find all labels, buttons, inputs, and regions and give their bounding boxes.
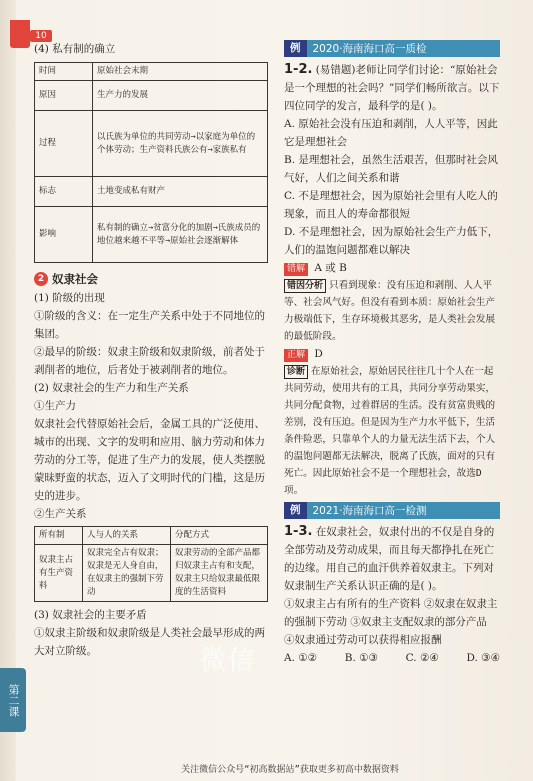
wrong-answer-tag: 错解 — [284, 263, 308, 276]
table-cell: 影响 — [35, 207, 93, 263]
table-cell: 以氏族为单位的共同劳动→以家庭为单位的个体劳动；生产资料氏族公有→家族私有 — [93, 111, 268, 177]
choice-d: D. ③④ — [466, 652, 500, 664]
error-analysis — [284, 277, 500, 345]
paragraph: 奴隶社会代替原始社会后，金属工具的广泛使用、城市的出现、文字的发明和应用、脑力劳动和体力劳动的分工等，促进了生产力的发展，使人类摆脱蒙昧野蛮的状态，迈入了文明时代的门槛，这是历史的进步。 — [34, 418, 265, 502]
choice-c: C. ②④ — [405, 652, 439, 664]
wrong-answer: A 或 B — [314, 262, 347, 274]
table-cell: 原因 — [35, 81, 93, 111]
diagnosis-text: 在原始社会，原始居民往往几十个人在一起共同劳动，使用共有的工具，共同分享劳动果实，共同分配食物，过着群居的生活。没有贫富贵贱的差别，没有压迫。但是因为生产力水平低下，生活条件险恶，只靠单个人的力量无法生活下去，个人的温饱问题都无法解决，脱离了氏族，面对的只有死亡。因此原始社会不是一个理想社会，故选D项。 — [284, 366, 496, 496]
paragraph: ②生产关系 — [34, 508, 87, 520]
option-b: B. 是理想社会，虽然生活艰苦，但那时社会风气好，人们之间关系和谐 — [284, 154, 498, 184]
table-cell: 人与人的关系 — [83, 527, 171, 545]
wrong-answer-line — [284, 259, 500, 277]
question-number: 1-3. — [284, 524, 313, 539]
question-number: 1-2. — [284, 62, 313, 77]
table-row — [35, 111, 268, 177]
table-row — [35, 81, 268, 111]
page-gutter — [0, 0, 16, 781]
table-row — [35, 545, 268, 602]
choice-b: B. ①③ — [344, 652, 378, 664]
example-1-bar — [284, 40, 500, 57]
table-cell: 生产力的发展 — [93, 81, 268, 111]
example-tag: 例 — [284, 502, 307, 519]
paragraph: ①奴隶主阶级和奴隶阶级是人类社会最早形成的两大对立阶级。 — [34, 627, 265, 657]
paragraph: ①阶级的含义：在一定生产关系中处于不同地位的集团。 — [34, 310, 265, 340]
table-cell: 奴隶劳动的全部产品都归奴隶主占有和支配，奴隶主只给奴隶最低限度的生活资料 — [171, 545, 268, 602]
paragraph: ①生产力 — [34, 400, 76, 412]
page-number: 10 — [30, 30, 52, 42]
example-2-bar — [284, 502, 500, 519]
analysis-text: 只看到现象：没有压迫和剥削、人人平等、社会风气好。但没有看到本质：原始社会生产力极端低下，生存环境极其恶劣，是人类社会发展的最低阶段。 — [284, 280, 496, 342]
option-d: D. 不是理想社会，因为原始社会生产力低下，人们的温饱问题都难以解决 — [284, 226, 499, 256]
question-text: 在奴隶社会，奴隶付出的不仅是自身的全部劳动及劳动成果，而且每天都挣扎在死亡的边缘。用自己的血汗供养着奴隶主。下列对奴隶制生产关系认识正确的是( )。 — [284, 526, 495, 592]
choice-a: A. ①② — [284, 652, 318, 664]
correct-answer-tag: 正解 — [284, 349, 308, 362]
example-tag: 例 — [284, 40, 307, 57]
page-tab — [10, 20, 30, 48]
watermark: 微信 — [200, 646, 257, 676]
table-cell: 奴隶主占有生产资料 — [35, 545, 83, 602]
correct-answer: D — [314, 348, 323, 360]
table-cell: 时间 — [35, 63, 93, 81]
table-cell: 奴隶完全占有奴隶；奴隶是无人身自由，在奴隶主的强制下劳动 — [83, 545, 171, 602]
question-text: (易错题)老师让同学们讨论：“原始社会是一个理想的社会吗？”同学们畅所欲言。以下四位同学的发言，最科学的是( )。 — [284, 64, 500, 112]
table-cell: 分配方式 — [171, 527, 268, 545]
option-a: A. 原始社会没有压迫和剥削，人人平等，因此它是理想社会 — [284, 118, 498, 148]
table-row — [35, 63, 268, 81]
section-title: 奴隶社会 — [52, 272, 98, 286]
table-cell: 所有制 — [35, 527, 83, 545]
correct-answer-line — [284, 345, 500, 363]
section-number-badge: 2 — [34, 272, 48, 286]
table-cell: 原始社会末期 — [93, 63, 268, 81]
question-1-3 — [284, 523, 500, 595]
diagnosis — [284, 363, 500, 499]
right-column — [284, 40, 500, 667]
table-cell: 过程 — [35, 111, 93, 177]
table-cell: 私有制的确立→贫富分化的加剧→氏族成员的地位越来越不平等→原始社会逐渐解体 — [93, 207, 268, 263]
table-cell: 土地变成私有财产 — [93, 177, 268, 207]
table-row — [35, 207, 268, 263]
question-1-2 — [284, 61, 500, 115]
question-statements: ①奴隶主占有所有的生产资料 ②奴隶在奴隶主的强制下劳动 ③奴隶主支配奴隶的部分产品 ④奴隶通过劳动可以获得相应报酬 — [284, 598, 498, 646]
paragraph: (3) 奴隶社会的主要矛盾 — [34, 609, 147, 621]
footer-note: 关注微信公众号“初高数据站”获取更多初高中数据资料 — [181, 765, 399, 775]
production-relations-table — [34, 526, 268, 602]
chapter-band: 第二课 — [0, 668, 26, 732]
option-c: C. 不是理想社会，因为原始社会里有人吃人的现象，而且人的寿命都很短 — [284, 190, 498, 220]
analysis-tag: 错因分析 — [284, 279, 326, 293]
section-4-title: (4) 私有制的确立 — [34, 43, 116, 55]
diagnosis-tag: 诊断 — [284, 365, 308, 379]
table-row — [35, 177, 268, 207]
example-source: 2021·海南海口高一检测 — [312, 505, 427, 517]
table-row — [35, 527, 268, 545]
example-source: 2020·海南海口高一质检 — [312, 43, 427, 55]
private-ownership-table — [34, 62, 268, 263]
paragraph: (1) 阶级的出现 — [34, 292, 105, 304]
paragraph: ②最早的阶级：奴隶主阶级和奴隶阶级，前者处于剥削者的地位，后者处于被剥削者的地位。 — [34, 346, 265, 376]
paragraph: (2) 奴隶社会的生产力和生产关系 — [34, 382, 189, 394]
table-cell: 标志 — [35, 177, 93, 207]
section-2-heading — [34, 271, 268, 287]
left-column — [34, 40, 268, 660]
